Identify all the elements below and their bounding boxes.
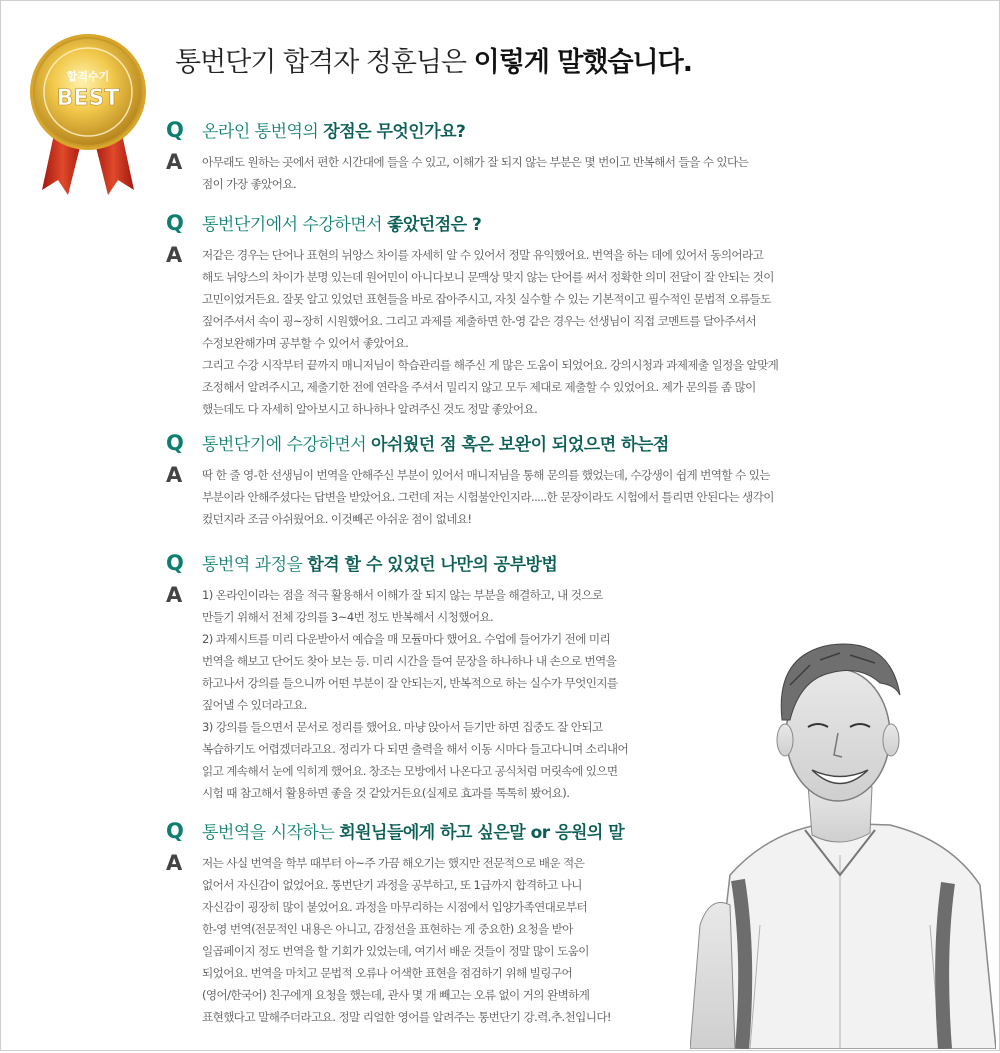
answer-line: 해도 뉘앙스의 차이가 분명 있는데 원어민이 아니다보니 문맥상 맞지 않는 단어를 써서 정확한 의미 전달이 잘 안되는 것이 (202, 270, 774, 284)
question-text: 통번역을 시작하는 회원님들에게 하고 싶은말 or 응원의 말 (202, 823, 625, 843)
answer-text (202, 584, 628, 804)
answer-mark: A (166, 243, 183, 267)
headline-normal: 통번단기 합격자 정훈님은 (175, 47, 474, 78)
answer-line: 되었어요. 번역을 마치고 문법적 오류나 어색한 표현을 점검하기 위해 빌링구어 (202, 966, 573, 980)
badge-top-text: 합격수기 (66, 70, 110, 83)
question-text: 통번단기에 수강하면서 아쉬웠던 점 혹은 보완이 되었으면 하는점 (202, 435, 669, 455)
question-mark: Q (166, 211, 184, 235)
answer-text (202, 244, 778, 420)
answer-line: 컸던지라 조금 아쉬웠어요. 이것빼곤 아쉬운 점이 없네요! (202, 512, 472, 526)
answer-line: 읽고 계속해서 눈에 익히게 했어요. 창조는 모방에서 나온다고 공식처럼 머릿속에 있으면 (202, 764, 618, 778)
answer-line: 고민이었거든요. 잘못 알고 있었던 표현들을 바로 잡아주시고, 자칫 실수할 수 있는 기본적이고 필수적인 문법적 오류들도 (202, 292, 771, 306)
badge-main-text: BEST (56, 86, 120, 111)
answer-mark: A (166, 463, 183, 487)
answer-line: 조정해서 알려주시고, 제출기한 전에 연락을 주셔서 밀리지 않고 모두 제대로 제출할 수 있었어요. 제가 문의를 좀 많이 (202, 380, 756, 394)
answer-line: 한-영 번역(전문적인 내용은 아니고, 감정선을 표현하는 게 중요한) 요청을 받아 (202, 922, 573, 936)
answer-line: 짚어낼 수 있더라고요. (202, 698, 307, 712)
answer-line: 저같은 경우는 단어나 표현의 뉘앙스 차이를 자세히 알 수 있어서 정말 유익했어요. 번역을 하는 데에 있어서 동의어라고 (202, 248, 764, 262)
answer-line: 시험 때 참고해서 활용하면 좋을 것 같았거든요(실제로 효과를 톡톡히 봤어요). (202, 786, 570, 800)
answer-line: 없어서 자신감이 없었어요. 통번단기 과정을 공부하고, 또 1급까지 합격하고 나니 (202, 878, 582, 892)
qa-block (166, 550, 886, 804)
best-review-badge (28, 30, 148, 200)
answer-line: 저는 사실 번역을 학부 때부터 아~주 가끔 해오기는 했지만 전문적으로 배운 적은 (202, 856, 585, 870)
answer-mark: A (166, 851, 183, 875)
qa-block (166, 117, 886, 195)
answer-line: 수정보완해가며 공부할 수 있어서 좋았어요. (202, 336, 409, 350)
answer-text (202, 852, 611, 1028)
answer-line: 표현했다고 말해주더라고요. 정말 리얼한 영어를 알려주는 통번단기 강.력.추.천입니다! (202, 1010, 611, 1024)
answer-line: 번역을 해보고 단어도 찾아 보는 등. 미리 시간을 들여 문장을 하나하나 내 손으로 번역을 (202, 654, 617, 668)
question-text: 온라인 통번역의 장점은 무엇인가요? (202, 122, 466, 142)
answer-line: 딱 한 줄 영-한 선생님이 번역을 안해주신 부분이 있어서 매니저님을 통해 문의를 했었는데, 수강생이 쉽게 번역할 수 있는 (202, 468, 770, 482)
answer-line: 아무래도 원하는 곳에서 편한 시간대에 들을 수 있고, 이해가 잘 되지 않는 부분은 몇 번이고 반복해서 들을 수 있다는 (202, 155, 749, 169)
answer-text (202, 464, 774, 530)
qa-block (166, 210, 886, 420)
answer-line: 하고나서 강의를 들으니까 어떤 부분이 잘 안되는지, 반복적으로 하는 실수가 무엇인지를 (202, 676, 618, 690)
headline-strong: 이렇게 말했습니다. (473, 47, 692, 78)
answer-line: (영어/한국어) 친구에게 요청을 했는데, 관사 몇 개 빼고는 오류 없이 거의 완벽하게 (202, 988, 590, 1002)
answer-mark: A (166, 583, 183, 607)
answer-text (202, 151, 748, 195)
answer-line: 3) 강의를 들으면서 문서로 정리를 했어요. 마냥 앉아서 듣기만 하면 집중도 잘 안되고 (202, 720, 603, 734)
question-mark: Q (166, 118, 184, 142)
answer-line: 만들기 위해서 전체 강의를 3~4번 정도 반복해서 시청했어요. (202, 610, 494, 624)
answer-line: 그리고 수강 시작부터 끝까지 매니저님이 학습관리를 해주신 게 많은 도움이 되었어요. 강의시청과 과제제출 일정을 알맞게 (202, 358, 779, 372)
question-mark: Q (166, 431, 184, 455)
answer-line: 2) 과제시트를 미리 다운받아서 예습을 매 모듈마다 했어요. 수업에 들어가기 전에 미리 (202, 632, 611, 646)
qa-block (166, 818, 886, 1028)
answer-line: 짚어주셔서 속이 굉~장히 시원했어요. 그리고 과제를 제출하면 한-영 같은 경우는 선생님이 직접 코멘트를 달아주셔서 (202, 314, 757, 328)
answer-line: 일곱페이지 정도 번역을 할 기회가 있었는데, 여기서 배운 것들이 정말 많이 도움이 (202, 944, 589, 958)
qa-block (166, 430, 886, 530)
question-text: 통번역 과정을 합격 할 수 있었던 나만의 공부방법 (202, 555, 558, 575)
answer-mark: A (166, 150, 183, 174)
question-mark: Q (166, 551, 184, 575)
page-title (175, 40, 692, 79)
question-mark: Q (166, 819, 184, 843)
answer-line: 복습하기도 어렵겠더라고요. 정리가 다 되면 출력을 해서 이동 시마다 들고다니며 소리내어 (202, 742, 629, 756)
answer-line: 점이 가장 좋았어요. (202, 177, 297, 191)
answer-line: 했는데도 다 자세히 알아보시고 하나하나 알려주신 것도 정말 좋았어요. (202, 402, 538, 416)
question-text: 통번단기에서 수강하면서 좋았던점은 ? (202, 215, 482, 235)
answer-line: 1) 온라인이라는 점을 적극 활용해서 이해가 잘 되지 않는 부분을 해결하고, 내 것으로 (202, 588, 603, 602)
answer-line: 자신감이 굉장히 많이 붙었어요. 과정을 마무리하는 시점에서 입양가족연대로부터 (202, 900, 588, 914)
answer-line: 부분이라 안해주셨다는 답변을 받았어요. 그런데 저는 시험불안인지라.....한 문장이라도 시험에서 틀리면 안된다는 생각이 (202, 490, 774, 504)
